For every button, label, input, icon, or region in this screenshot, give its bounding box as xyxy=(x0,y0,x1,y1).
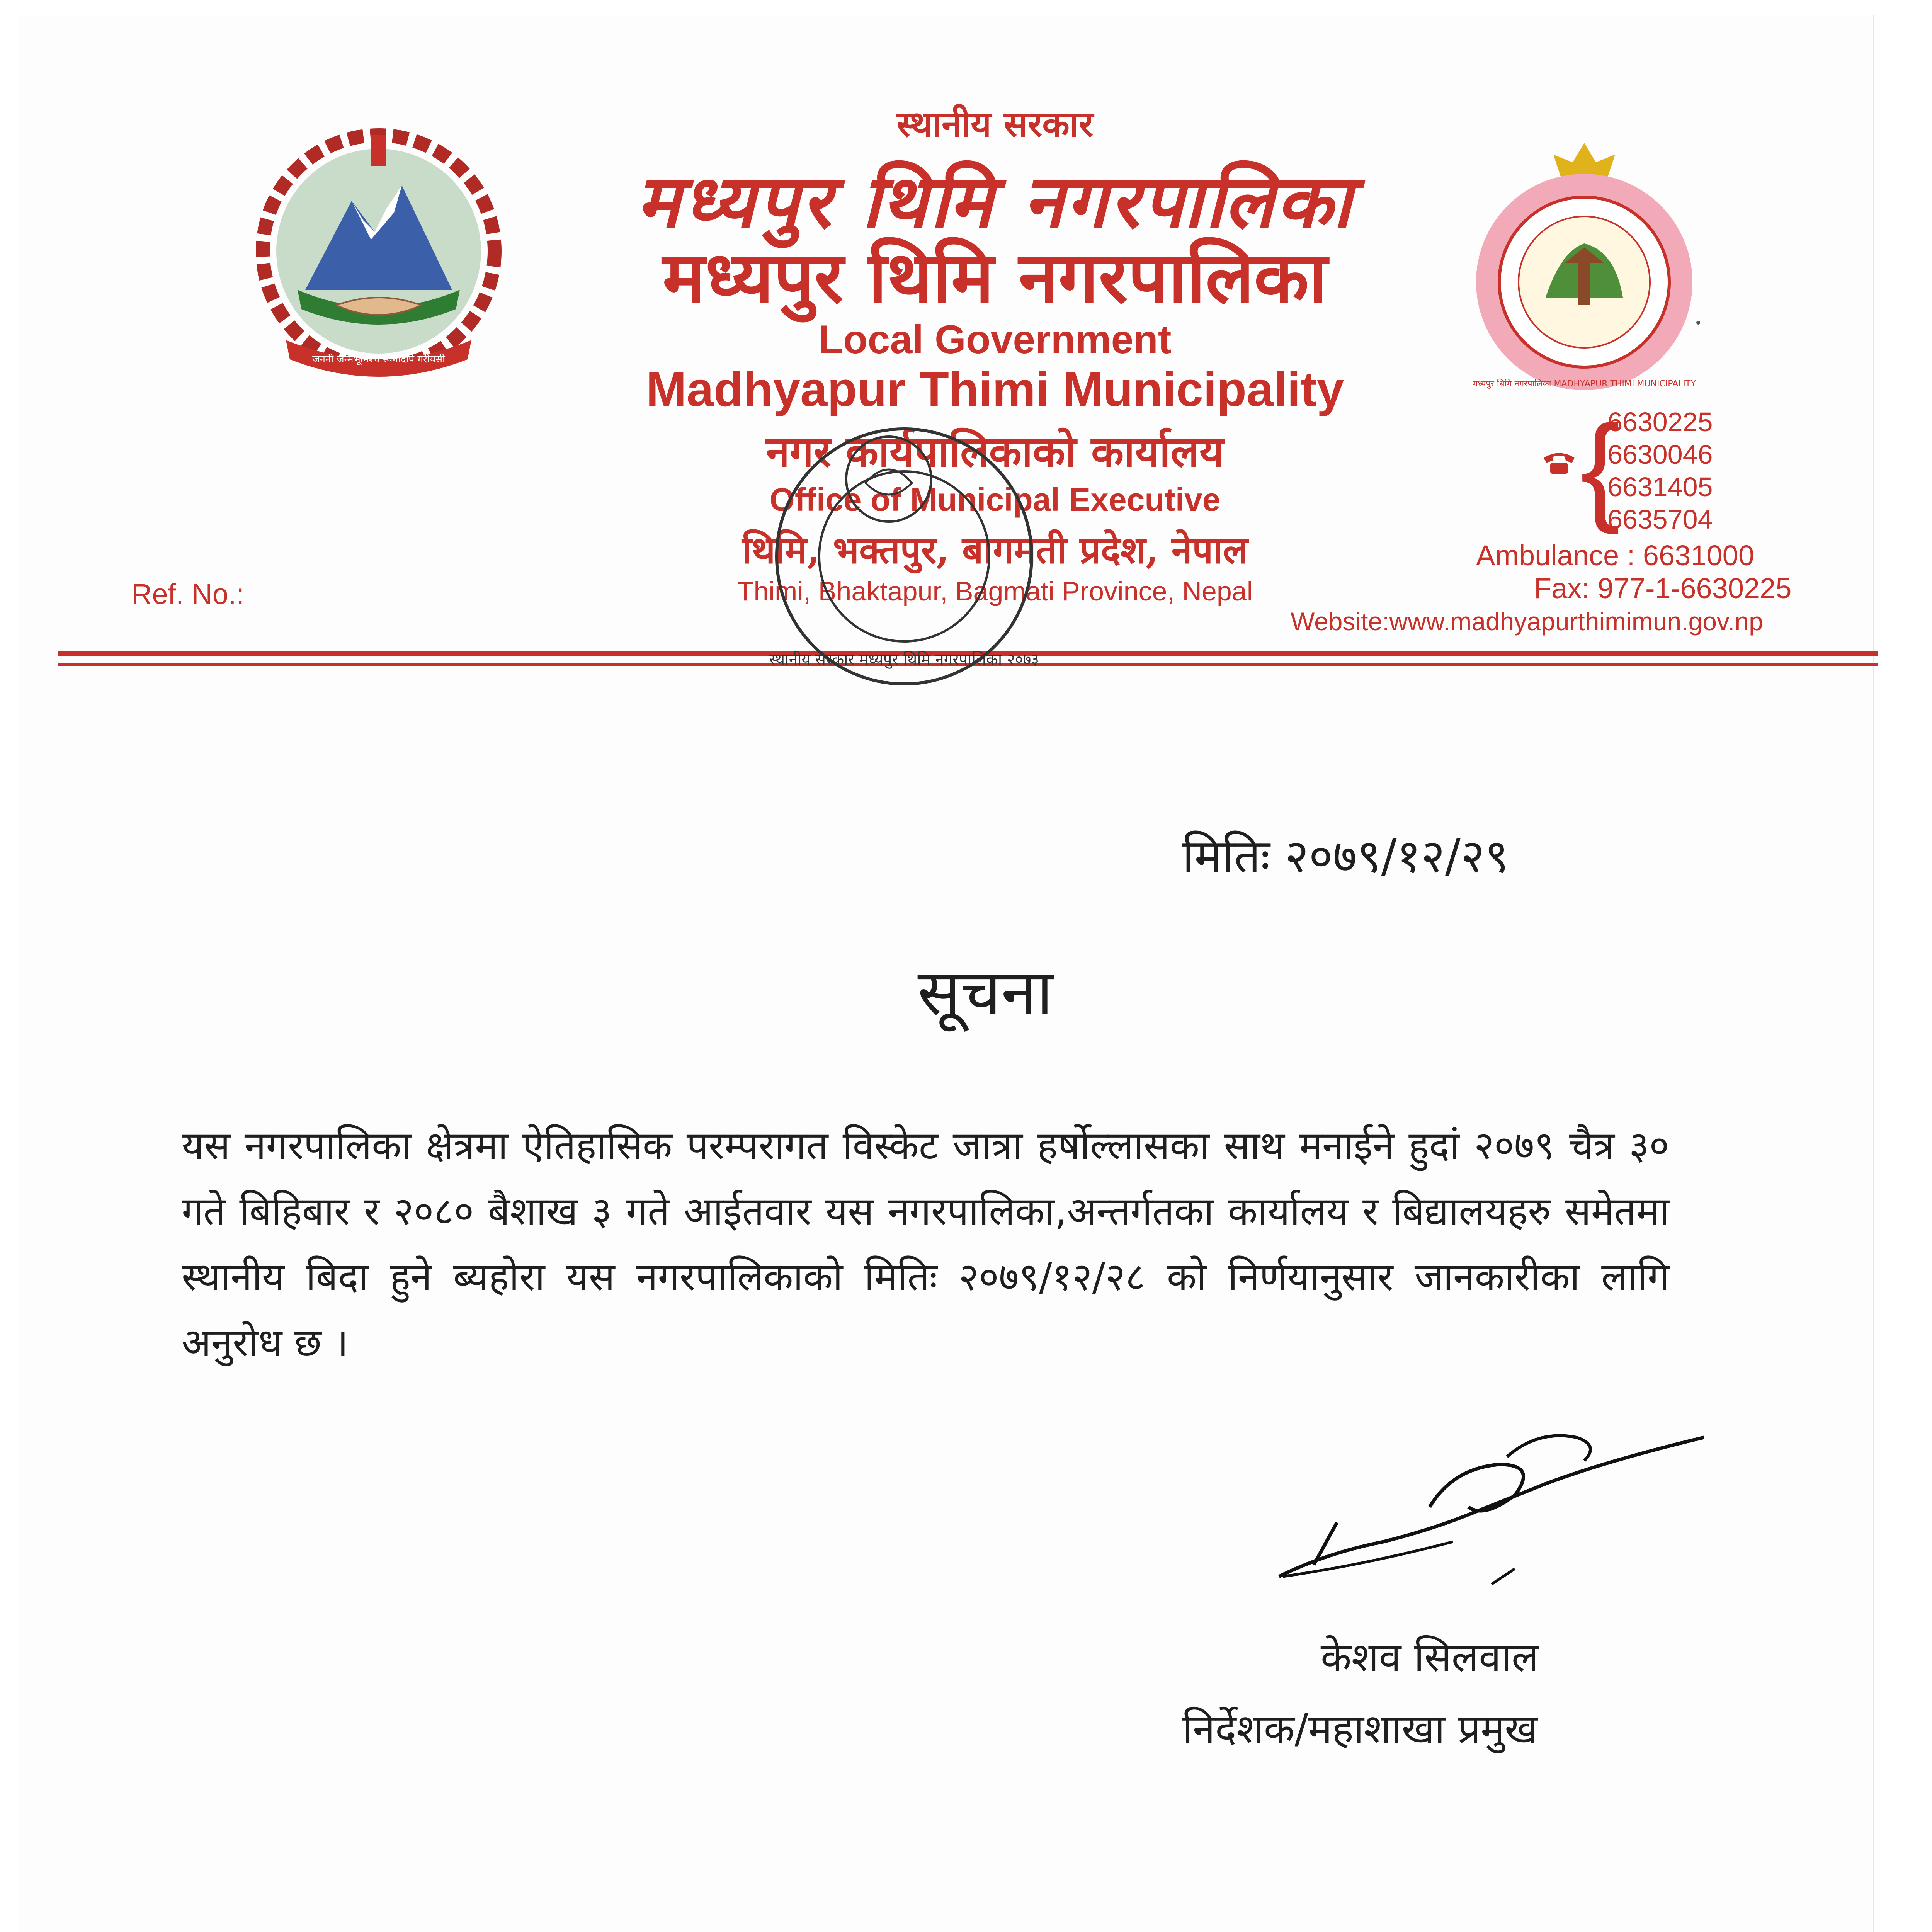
municipality-name-np: मध्यपुर थिमि नगरपालिका xyxy=(662,235,1328,319)
website: Website:www.madhyapurthimimun.gov.np xyxy=(1291,607,1763,636)
notice-date: मितिः २०७९/१२/२९ xyxy=(1182,830,1509,883)
left-emblem-motto: जननी जन्मभूमिश्च स्वर्गादपि गरीयसी xyxy=(312,354,445,365)
official-stamp-icon xyxy=(765,417,1043,711)
signature-icon xyxy=(1267,1414,1731,1631)
signatory-name: केशव सिलवाल xyxy=(1320,1634,1539,1681)
phone-number: 6631405 xyxy=(1607,472,1713,502)
phone-numbers xyxy=(1607,406,1713,536)
fax-number: Fax: 977-1-6630225 xyxy=(1534,572,1792,604)
municipality-name-en: Madhyapur Thimi Municipality xyxy=(646,362,1344,417)
notice-body: यस नगरपालिका क्षेत्रमा ऐतिहासिक परम्परागत विस्केट जात्रा हर्षोल्लासका साथ मनाईने हुदां २०७९ चैत्र ३० गते बिहिबार र २०८० बैशाख ३ गते आईतवार यस नगरपालिका,अन्तर्गतका कार्यालय र बिद्यालयहरु समेतमा स्थानीय बिदा हुने ब्यहोरा यस नगरपालिकाको मितिः २०७९/१२/२८ को निर्णयानुसार जानकारीका लागि अनुरोध छ । xyxy=(182,1123,1669,1365)
ambulance-number: Ambulance : 6631000 xyxy=(1476,539,1754,571)
phone-brace: { xyxy=(1580,400,1621,534)
municipality-logo-icon xyxy=(1461,135,1708,406)
reference-number-label: Ref. No.: xyxy=(131,578,244,610)
address-np: थिमि, भक्तपुर, बागमती प्रदेश, नेपाल xyxy=(742,528,1248,572)
telephone-icon xyxy=(1542,448,1577,475)
local-government-en: Local Government xyxy=(818,317,1172,362)
phone-number: 6630046 xyxy=(1607,439,1713,469)
phone-number: 6635704 xyxy=(1607,504,1713,534)
right-emblem-caption: मध्यपुर थिमि नगरपालिका MADHYAPUR THIMI MUNICIPALITY xyxy=(1473,379,1696,389)
scan-speck xyxy=(1696,321,1700,325)
signatory-title: निर्देशक/महाशाखा प्रमुख xyxy=(1182,1705,1538,1752)
address-en: Thimi, Bhaktapur, Bagmati Province, Nepal xyxy=(737,576,1253,606)
office-name-np: नगर कार्यपालिकाको कार्यालय xyxy=(766,427,1224,476)
stamp-text: स्थानीय सरकार मध्यपुर थिमि नगरपालिका २०७३ xyxy=(769,651,1039,668)
local-government-np: स्थानीय सरकार xyxy=(896,103,1094,145)
notice-title: सूचना xyxy=(917,955,1053,1029)
nepal-coat-of-arms-icon xyxy=(240,124,518,394)
municipality-name-stylized: मध्यपुर थिमि नगरपालिका xyxy=(636,158,1354,245)
office-name-en: Office of Municipal Executive xyxy=(769,481,1221,518)
phone-number: 6630225 xyxy=(1607,407,1713,437)
